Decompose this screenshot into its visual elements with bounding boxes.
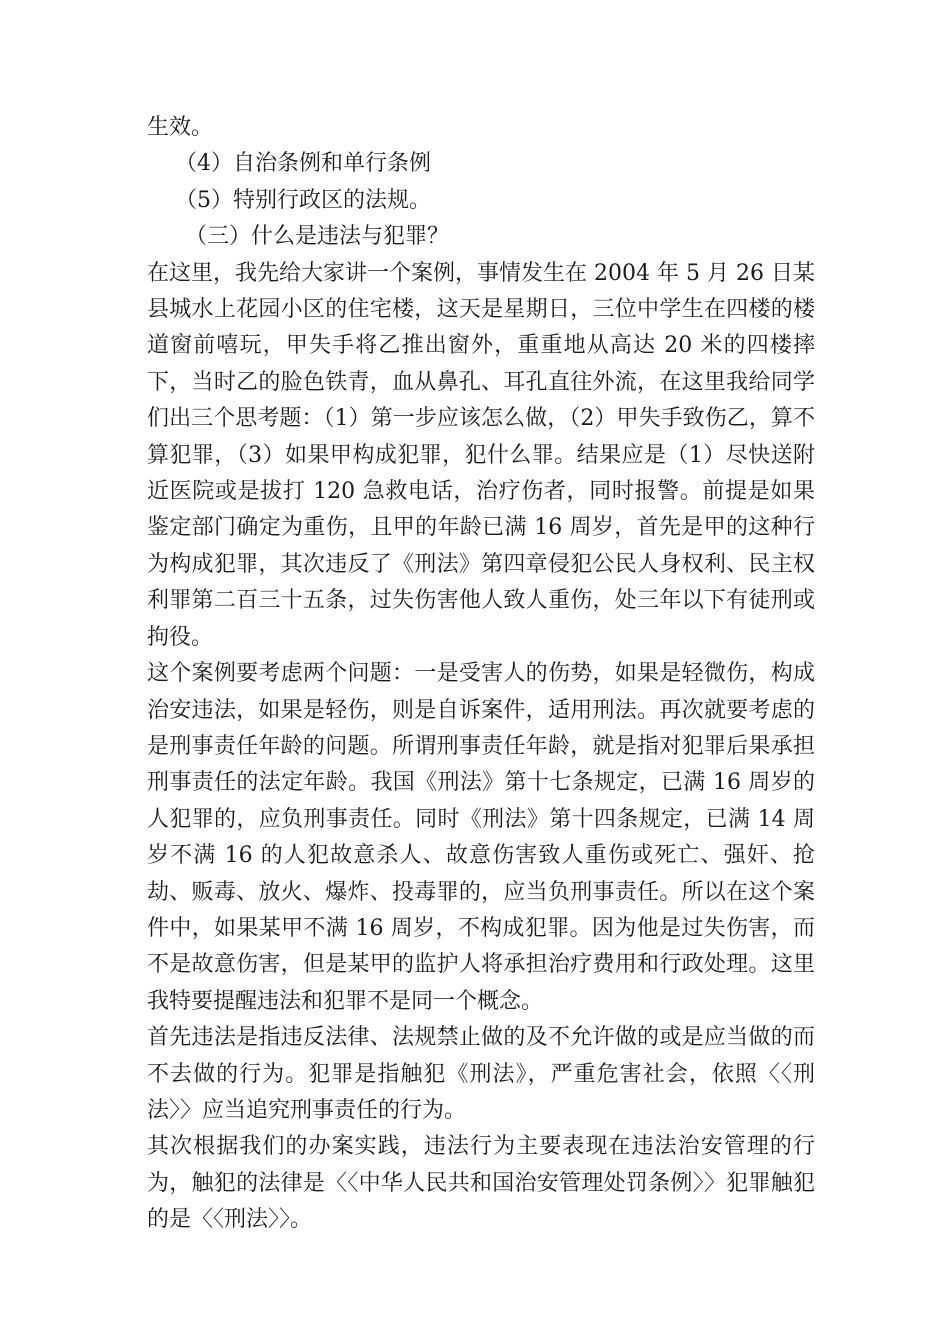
paragraph-continuation: 生效。 [147,115,214,140]
document-body [147,110,815,1239]
list-item-5: （5）特别行政区的法规。 [175,187,431,213]
paragraph-case-story: 在这里，我先给大家讲一个案例，事情发生在 2004 年 5 月 26 日某县城水上花园小区的住宅楼，这天是星期日，三位中学生在四楼的楼道窗前嘻玩，甲失手将乙推出窗外，重重地从高达 20 米的四楼摔下，当时乙的脸色铁青，血从鼻孔、耳孔直往外流，在这里我给同学们出三个思考题：（1）第一步应该怎么做，（2）甲失手致伤乙，算不算犯罪，（3）如果甲构成犯罪，犯什么罪。结果应是（1）尽快送附近医院或是拔打 120 急救电话，治疗伤者，同时报警。前提是如果鉴定部门确定为重伤，且甲的年龄已满 16 周岁，首先是甲的这种行为构成犯罪，其次违反了《刑法》第四章侵犯公民人身权利、民主权利罪第二百三十五条，过失伤害他人致人重伤，处三年以下有徒刑或拘役。 [147,260,815,650]
section-heading: （三）什么是违法与犯罪？ [185,224,450,250]
list-item-4: （4）自治条例和单行条例 [175,151,431,177]
paragraph-definitions: 首先违法是指违反法律、法规禁止做的及不允许做的或是应当做的而不去做的行为。犯罪是指触犯《刑法》，严重危害社会，依照〈〈刑法〉〉应当追究刑事责任的行为。 [147,1025,815,1123]
paragraph-case-analysis: 这个案例要考虑两个问题：一是受害人的伤势，如果是轻微伤，构成治安违法，如果是轻伤，则是自诉案件，适用刑法。再次就要考虑的是刑事责任年龄的问题。所谓刑事责任年龄，就是指对犯罪后果承担刑事责任的法定年龄。我国《刑法》第十七条规定，已满 16 周岁的人犯罪的，应负刑事责任。同时《刑法》第十四条规定，已满 14 周岁不满 16 的人犯故意杀人、故意伤害致人重伤或死亡、强奸、抢劫、贩毒、放火、爆炸、投毒罪的，应当负刑事责任。所以在这个案件中，如果某甲不满 16 周岁，不构成犯罪。因为他是过失伤害，而不是故意伤害，但是某甲的监护人将承担治疗费用和行政处理。这里我特要提醒违法和犯罪不是同一个概念。 [147,661,815,1014]
paragraph-practice: 其次根据我们的办案实践，违法行为主要表现在违法治安管理的行为，触犯的法律是〈〈中华人民共和国治安管理处罚条例〉〉犯罪触犯的是〈〈刑法〉〉。 [147,1134,815,1233]
